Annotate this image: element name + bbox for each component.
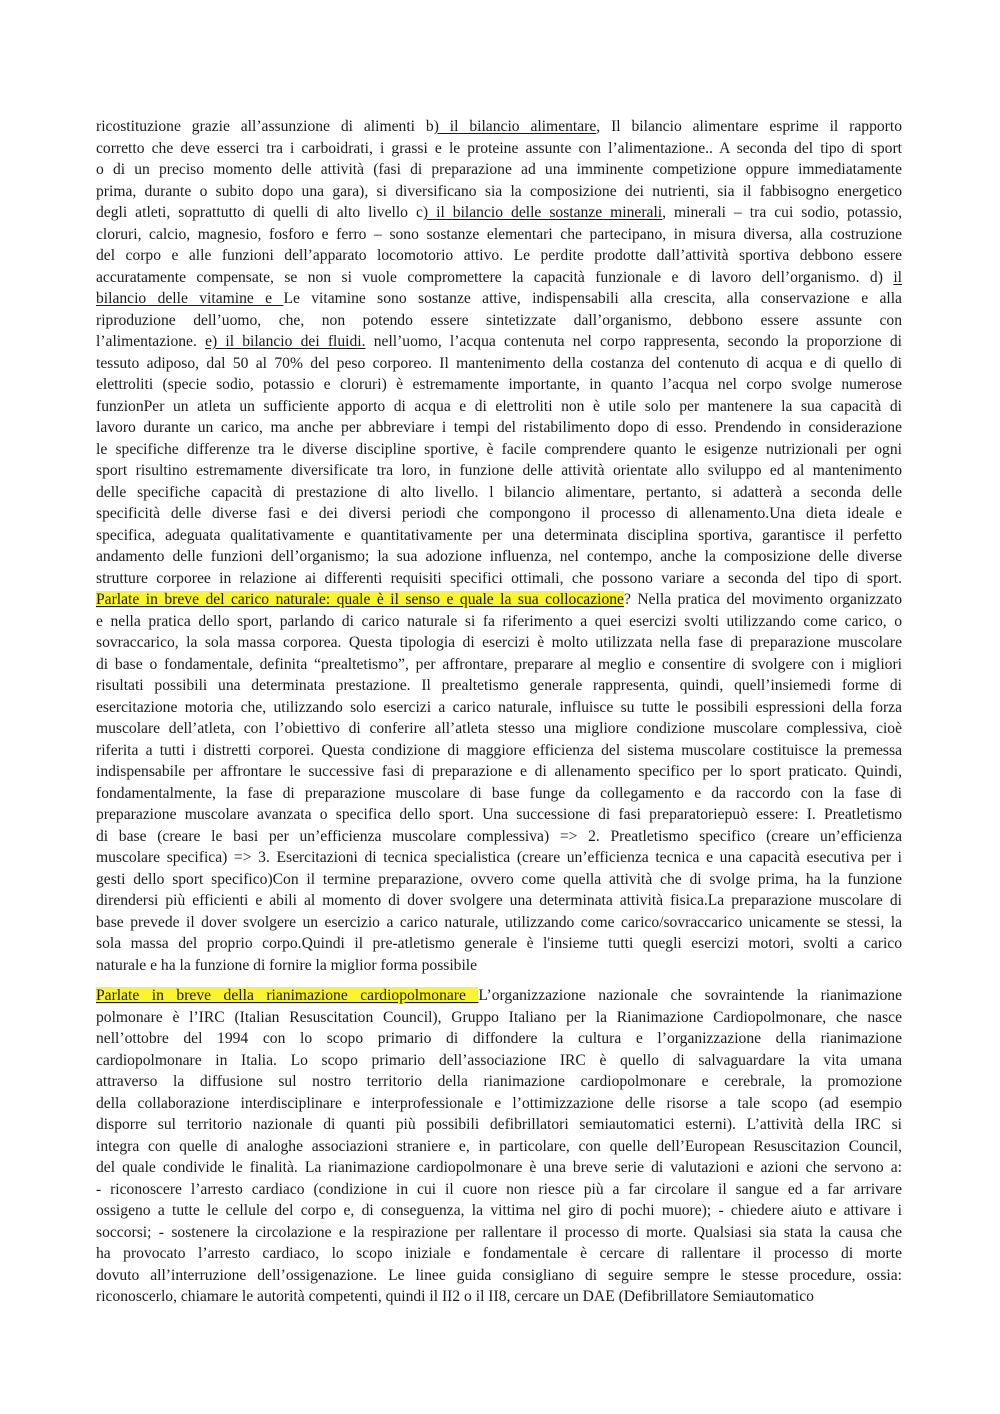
text-run: muscolare specifica) => 3. Esercitazioni di tecnica specialistica (creare un’efficienza tecnica e una capacità esecutiva per i (96, 849, 902, 866)
text-run: , Il bilancio alimentare esprime il rapporto (596, 118, 902, 135)
text-run: cloruri, calcio, magnesio, fosforo e ferro – sono sostanze elementari che partecipano, in misura diversa, alla costruzione (96, 225, 902, 243)
text-line (96, 417, 902, 439)
text-line (96, 1028, 902, 1050)
text-run: di base (creare le basi per un’efficienza muscolare complessiva) => 2. Preatletismo specifico (creare un’efficienza (96, 827, 902, 845)
text-line (96, 374, 902, 396)
text-run: preparazione muscolare avanzata o specifica dello sport. Una successione di fasi preparatoriepuò essere: I. Preatletismo (96, 806, 902, 823)
text-run: Le vitamine sono sostanze attive, indispensabili alla crescita, alla conservazione e alla (283, 290, 902, 307)
highlighted-heading: Parlate in breve della rianimazione cardiopolmonare (96, 987, 479, 1004)
text-run: disporre sul territorio nazionale di quanti più possibili defibrillatori semiautomatici esterni). L’attività della IRC si (96, 1116, 902, 1133)
text-run: di base o fondamentale, definita “prealtetismo”, per affrontare, preparare al meglio e consentire di svolgere con i migliori (96, 655, 902, 673)
text-run: - riconoscere l’arresto cardiaco (condizione in cui il cuore non riesce più a far circolare il sangue ed a far arrivare (96, 1180, 902, 1198)
text-run: esercitazione motoria che, utilizzando solo esercizi a carico naturale, influisce su tutte le possibili espressioni della forza (96, 698, 902, 716)
text-run: corretto che deve esserci tra i carboidrati, i grassi e le proteine assunte con l’alimentazione.. A seconda del tipo di sport (96, 139, 902, 157)
text-run: cardiopolmonare in Italia. Lo scopo primario dell’associazione IRC è quello di salvaguardare la vita umana (96, 1051, 902, 1069)
text-line (96, 525, 902, 547)
text-run: specificità delle diverse fasi e dei diversi periodi che compongono il processo di allenamento.Una dieta ideale e (96, 505, 902, 522)
text-run: delle specifiche capacità di prestazione di alto livello. l bilancio alimentare, pertanto, si adatterà a seconda delle (96, 483, 902, 501)
text-line (96, 439, 902, 461)
text-run: nell’uomo, l’acqua contenuta nel corpo rappresenta, secondo la proporzione di (365, 333, 902, 350)
text-run: riconoscerlo, chiamare le autorità competenti, quindi il II2 o il II8, cercare un DAE (Defibrillatore Semiautomatico (96, 1288, 814, 1305)
text-run: del quale condivide le finalità. La rianimazione cardiopolmonare è una breve serie di valutazioni e azioni che servono a: (96, 1159, 902, 1176)
text-line (96, 1179, 902, 1201)
text-run: e nella pratica dello sport, parlando di carico naturale si fa riferimento a quei esercizi svolti utilizzando come carico, o (96, 612, 902, 630)
text-run: sport risultino estremamente diversificate tra loro, in funzione delle attività orientate allo sviluppo ed al mantenimento (96, 462, 902, 479)
text-line (96, 761, 902, 783)
text-line (96, 568, 902, 590)
text-run: ossigeno a tutte le cellule del corpo e, di conseguenza, la vittima nel giro di pochi muore); - chiedere aiuto e attivare i (96, 1202, 902, 1219)
text-line (96, 697, 902, 719)
text-run: prima, durante o subito dopo una gara), si diversificano sia la composizione dei nutrienti, sia il fabbisogno energetico (96, 182, 902, 200)
text-line (96, 675, 902, 697)
text-line (96, 503, 902, 525)
text-run: della collaborazione interdisciplinare e interprofessionale e l’ottimizzazione delle risorse a tale scopo (ad esempio (96, 1094, 902, 1112)
text-run: indispensabile per affrontare le successive fasi di preparazione e di allenamento specifico per lo sport praticato. Quindi, (96, 763, 902, 780)
text-line (96, 181, 902, 203)
underlined-term: e) il bilancio dei fluidi. (205, 333, 366, 350)
text-line (96, 331, 902, 353)
text-line (96, 1136, 902, 1158)
text-run: funzionPer un atleta un sufficiente apporto di acqua e di elettroliti non è utile solo per mantenere la sua capacità di (96, 397, 902, 415)
text-line (96, 847, 902, 869)
text-run: attraverso la diffusione sul nostro territorio della rianimazione cardiopolmonare e cerebrale, la promozione (96, 1073, 902, 1090)
text-run: risultati possibili una determinata prestazione. Il prealtetismo generale rappresenta, quindi, quell’insiemedi forme di (96, 677, 902, 694)
text-run: del corpo e alle funzioni dell’apparato locomotorio attivo. Le perdite prodotte dall’attività sportiva debbono essere (96, 247, 902, 264)
text-line (96, 826, 902, 848)
text-line (96, 396, 902, 418)
text-run: o di un preciso momento delle attività (fasi di preparazione ad una imminente competizione oppure immediatamente (96, 161, 902, 178)
text-line (96, 985, 902, 1007)
text-run: ricostituzione grazie all’assunzione di alimenti b (96, 118, 434, 135)
text-line (96, 1265, 902, 1287)
text-line (96, 310, 902, 332)
text-run: lavoro durante un carico, ma anche per abbreviare i tempi del ristabilimento dopo di esso. Prendendo in considerazione (96, 419, 902, 436)
text-run: le specifiche differenze tra le diverse discipline sportive, è facile comprendere quanto le esigenze nutrizionali per ogni (96, 440, 902, 458)
text-run: base prevede il dover svolgere un esercizio a carico naturale, utilizzando come carico/sovraccarico unicamente se stessi, la (96, 913, 902, 931)
text-run: ? Nella pratica del movimento organizzato (623, 591, 902, 608)
text-line (96, 718, 902, 740)
text-run: riproduzione dell’uomo, che, non potendo essere sintetizzate dall’organismo, debbono essere assunte con (96, 311, 902, 329)
text-run: direndersi più efficienti e abili al momento di dover svolgere una determinata attività fisica.La preparazione muscolare di (96, 892, 902, 909)
text-run: nell’ottobre del 1994 con lo scopo primario di diffondere la cultura e l’organizzazione della rianimazione (96, 1030, 902, 1047)
text-run: , minerali – tra cui sodio, potassio, (662, 204, 903, 221)
text-line (96, 1050, 902, 1072)
text-run: gesti dello sport specifico)Con il termine preparazione, ovvero come quella attività che di svolge prima, ha la funzione (96, 870, 902, 888)
text-line (96, 1071, 902, 1093)
text-run: andamento delle funzioni dell’organismo; la sua adozione influenza, nel contempo, anche la composizione delle diverse (96, 548, 902, 565)
text-line (96, 955, 902, 977)
text-line (96, 611, 902, 633)
text-line (96, 546, 902, 568)
text-line (96, 933, 902, 955)
text-line (96, 632, 902, 654)
text-run: sola massa del proprio corpo.Quindi il pre-atletismo generale è l'insieme tutti quegli esercizi motori, svolti a carico (96, 935, 902, 952)
text-run: tessuto adiposo, dal 50 al 70% del peso corporeo. Il mantenimento della costanza del contenuto di acqua e di quello di (96, 354, 902, 372)
text-run: strutture corporee in relazione ai differenti requisiti specifici ottimali, che possono variare a seconda del tipo di sport. (96, 569, 902, 587)
text-run: accuratamente compensate, se non si vuole compromettere la capacità funzionale e di lavoro dell’organismo. d) (96, 268, 894, 286)
underlined-term: ) il bilancio alimentare (433, 118, 597, 135)
underlined-term: ) il bilancio delle sostanze minerali (422, 204, 663, 221)
text-line (96, 1114, 902, 1136)
text-line (96, 460, 902, 482)
underlined-term: il (893, 268, 902, 286)
text-line (96, 116, 902, 138)
text-run: sovraccarico, la sola massa corporea. Questa tipologia di esercizi è molto utilizzata nella fase di preparazione muscolare (96, 634, 902, 651)
text-run: L’organizzazione nazionale che sovraintende la rianimazione (478, 987, 902, 1004)
text-run: integra con quelle di analoghe associazioni straniere e, in particolare, con quelle dell’European Resuscitazion Council, (96, 1137, 902, 1155)
text-line (96, 245, 902, 267)
text-line (96, 804, 902, 826)
text-line (96, 1243, 902, 1265)
text-run: degli atleti, soprattutto di quelli di alto livello c (96, 204, 423, 221)
text-run: specifica, adeguata qualitativamente e quantitativamente per una determinata disciplina sportiva, garantisce il perfetto (96, 526, 902, 544)
text-line (96, 267, 902, 289)
text-line (96, 654, 902, 676)
text-run: polmonare è l’IRC (Italian Resuscitation Council), Gruppo Italiano per la Rianimazione Cardiopolmonare, che nasce (96, 1008, 902, 1026)
text-run: elettroliti (specie sodio, potassio e cloruri) è estremamente importante, in quanto l’acqua nel corpo svolge numerose (96, 376, 902, 393)
text-line (96, 138, 902, 160)
text-line (96, 1007, 902, 1029)
text-run: fondamentalmente, la fase di preparazione muscolare di base funge da collegamento e da raccordo con la fase di (96, 784, 902, 802)
text-line (96, 159, 902, 181)
text-line (96, 288, 902, 310)
text-line (96, 202, 902, 224)
text-run: ha provocato l’arresto cardiaco, lo scopo iniziale e fondamentale è cercare di rallentare il processo di morte (96, 1245, 902, 1262)
text-line (96, 1157, 902, 1179)
text-line (96, 589, 902, 611)
text-run: muscolare dell’atleta, con l’obiettivo di conferire all’atleta stesso una migliore condizione muscolare complessiva, cioè (96, 720, 902, 737)
text-line (96, 1222, 902, 1244)
highlighted-heading: Parlate in breve del carico naturale: quale è il senso e quale la sua collocazione (96, 591, 624, 608)
text-run: riferita a tutti i distretti corporei. Questa condizione di maggiore efficienza del sistema muscolare costituisce la premessa (96, 741, 902, 759)
text-line (96, 1286, 902, 1308)
text-line (96, 890, 902, 912)
text-line (96, 224, 902, 246)
text-line (96, 1200, 902, 1222)
text-run: l’alimentazione. (96, 333, 206, 350)
text-line (96, 869, 902, 891)
text-line (96, 912, 902, 934)
text-line (96, 740, 902, 762)
text-line (96, 482, 902, 504)
underlined-term: bilancio delle vitamine e (96, 290, 284, 307)
text-run: dovuto all’interruzione dell’ossigenazione. Le linee guida consigliano di seguire sempre le stesse procedure, ossia: (96, 1266, 902, 1284)
text-line (96, 783, 902, 805)
text-line (96, 353, 902, 375)
text-run: soccorsi; - sostenere la circolazione e la respirazione per rallentare il processo di morte. Qualsiasi sia stata la causa che (96, 1223, 902, 1241)
text-line (96, 1093, 902, 1115)
text-run: naturale e ha la funzione di fornire la miglior forma possibile (96, 956, 478, 974)
